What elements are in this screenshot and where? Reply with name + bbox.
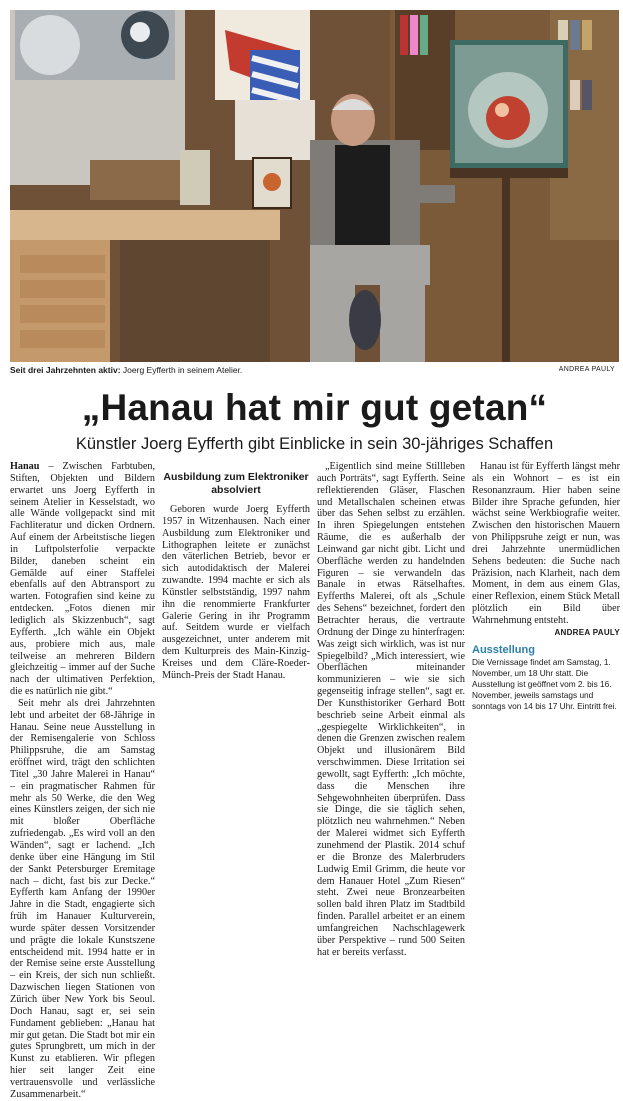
paragraph-3: Geboren wurde Joerg Eyfferth 1957 in Witzenhausen. Nach einer Ausbildung zum Elektroniker und Lithographen leitete er zunächst den väterlichen Betrieb, bevor er sich autodidaktisch der Malerei zuwandte. 1994 machte er sich als Künstler selbstständig, 1997 nahm ihn die renommierte Frankfurter Galerie Gering in ihr Programm auf. Seitdem wurde er vielfach ausgezeichnet, unter anderem mit dem Kulturpreis des Main-Kinzig-Kreises und dem Cläre-Roeder-Münch-Preis der Stadt Hanau.	[162, 504, 310, 681]
infobox-title: Ausstellung	[472, 643, 535, 656]
paragraph-1-text: – Zwischen Farbtuben, Stiften, Objekten und Bildern erwartet uns Joerg Eyfferth in seinem Atelier in Kesselstadt, wo alle Wände vollgepackt sind mit Fachliteratur und dicken Ordnern. Auf einem der Arbeitstische liegen in Luftpolsterfolie verpackte Bilder, daneben scheint ein Gemälde auf einer Staffelei ebenfalls auf den Abtransport zu warten. Fotografien sind keine zu entdecken. „Fotos dienen mir lediglich als Skizzenbuch“, sagt Eyfferth. „Ich wähle ein Objekt aus, probiere mich aus, male teilweise an mehreren Bildern gleichzeitig – immer auf der Suche nach der ultimativen Perfektion, die es natürlich nie gibt.“	[10, 461, 155, 698]
photo-caption	[10, 364, 619, 376]
dateline: Hanau	[10, 461, 40, 472]
article-column-3	[317, 461, 465, 958]
paragraph-4: „Eigentlich sind meine Stillleben auch Porträts“, sagt Eyfferth. Seine reflektierenden Gläser, Flaschen und Metallschalen scheinen etwas über das Sehen selbst zu erzählen. In ihren Spiegelungen entstehen Räume, die es außerhalb der Leinwand gar nicht gibt. Licht und Oberfläche werden zu handelnden Figuren – sie verwandeln das Banale in etwas Rätselhaftes. Eyfferths Malerei, oft als „Schule des Sehens“ bezeichnet, fordert den Betrachter heraus, die vertraute Ordnung der Dinge zu hinterfragen: Was zeigt sich wirklich, was ist nur Spiegelbild? „Mich interessiert, wie Oberflächen miteinander kommunizieren – wie sie sich gegenseitig infrage stellen“, sagt er. Der Kunsthistoriker Gerhard Bott beschrieb seine Arbeit einmal als „gespiegelte Wirklichkeiten“, in denen die Grenzen zwischen realem Objekt und illusionärem Bild verschwimmen. Diese Irritation sei gewollt, sagt Eyfferth: „Ich möchte, dass die Menschen ihre Sehgewohnheiten überprüfen. Dass sie Dinge, die sie täglich sehen, plötzlich neu wahrnehmen.“ Neben der Malerei widmet sich Eyfferth zunehmend der Plastik. 2014 schuf er die Bronze des Malerbruders Ludwig Emil Grimm, die heute vor dem Hanauer Hotel „Zum Riesen“ steht. Zwei neue Bronzearbeiten sollen bald ihren Platz im Stadtbild finden. Parallel arbeitet er an einem umfangreichen Nachschlagewerk über Perspektive – rund 500 Seiten hat er bereits verfasst.	[317, 461, 465, 958]
photo-credit: ANDREA PAULY	[558, 366, 615, 373]
article-author: ANDREA PAULY	[554, 627, 620, 637]
infobox-text: Die Vernissage findet am Samstag, 1. November, um 18 Uhr statt. Die Ausstellung ist geöffnet vom 2. bis 16. November, jeweils samstags und sonntags von 14 bis 17 Uhr. Eintritt frei.	[472, 656, 617, 711]
article-subheading: Ausbildung zum Elektroniker absolviert	[163, 471, 309, 496]
article-photo	[10, 10, 619, 362]
paragraph-1	[10, 461, 155, 698]
article-headline: „Hanau hat mir gut getan“	[81, 387, 548, 428]
exhibition-infobox	[472, 643, 620, 712]
article-column-2	[162, 461, 310, 953]
caption-text: Joerg Eyfferth in seinem Atelier.	[120, 365, 243, 375]
caption-lead: Seit drei Jahrzehnten aktiv:	[10, 365, 121, 375]
article-subheadline: Künstler Joerg Eyfferth gibt Einblicke in sein 30-jähriges Schaffen	[75, 435, 554, 453]
artist-in-studio-photo	[10, 10, 619, 362]
article-column-1	[10, 461, 155, 1100]
article-column-4	[472, 461, 620, 953]
paragraph-2: Seit mehr als drei Jahrzehnten lebt und arbeitet der 68-Jährige in Hanau. Seine neue Ausstellung in der Remisengalerie von Schloss Philippsruhe, die am Samstag eröffnet wird, trägt den schlichten Titel „30 Jahre Malerei in Hanau“ – ein pragmatischer Rahmen für mehr als 50 Werke, die den Weg eines Künstlers zeigen, der sich nie mit bloßer Oberfläche zufriedengab. „Es wird voll an den Wänden“, sagt er lachend. „Ich denke über eine Hängung im Stil der Sankt Petersburger Eremitage nach – dicht, fast bis zur Decke.“ Eyfferth kam Anfang der 1990er Jahre in die Stadt, engagierte sich früh im Hanauer Kulturverein, wurde später dessen Vorsitzender und prägte die lokale Kunstszene entscheidend mit. 1994 hatte er in der Remise seine erste Ausstellung – ein Kreis, der sich nun schließt. Dazwischen liegen Stationen von Zürich über New York bis Seoul. Doch Hanau, sagt er, sei sein Fundament geblieben: „Hanau hat mir gut getan. Die Stadt bot mir ein gutes Sprungbrett, um mich in der Kunst zu etablieren. Wir pflegen hier seit langer Zeit eine vertrauensvolle und verlässliche Zusammenarbeit.“	[10, 697, 155, 1100]
paragraph-5: Hanau ist für Eyfferth längst mehr als ein Wohnort – es ist ein Resonanzraum. Hier haben seine Bilder ihre Sprache gefunden, hier wächst seine Werkbiografie weiter. Zwischen den historischen Mauern von Philippsruhe zeigt er nun, was drei Jahrzehnte unermüdlichen Sehens bedeuten: die Suche nach Präzision, nach Klarheit, nach dem Moment, in dem aus einem Glas, einer Reflexion, einem Stück Metall plötzlich ein Bild über Wahrnehmung entsteht.	[472, 461, 620, 626]
